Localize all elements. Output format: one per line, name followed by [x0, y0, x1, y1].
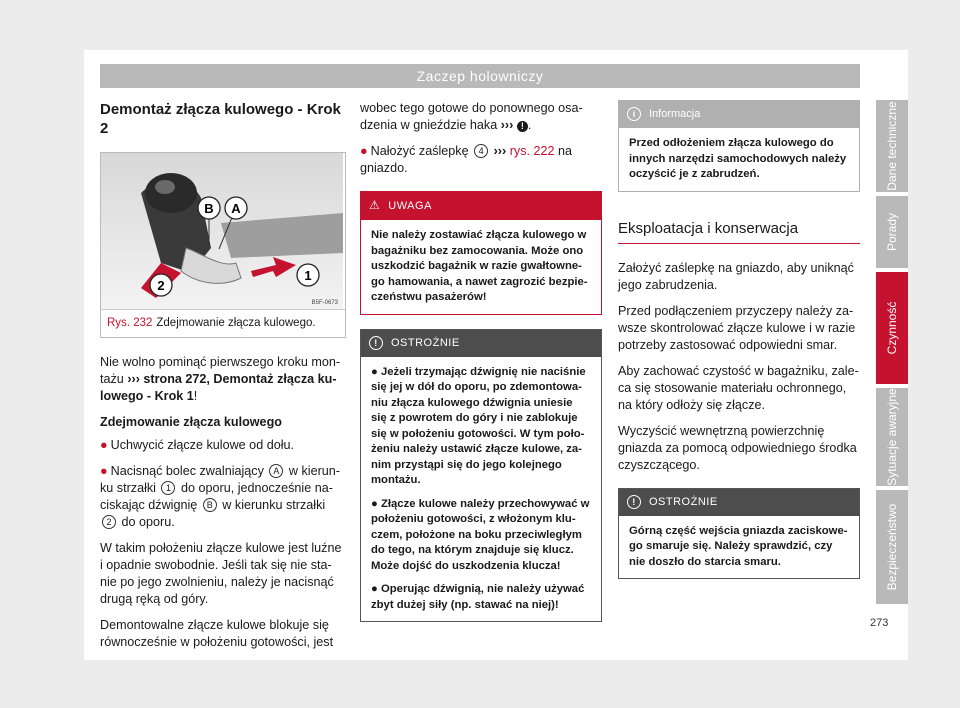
paragraph: Założyć zaślepkę na gniazdo, aby uniknąć jego zabrudzenia. — [618, 260, 854, 292]
tab-label: Dane techniczne — [885, 101, 899, 191]
text: Nie wolno pominąć pierwszego kroku mon-tażu — [100, 355, 341, 386]
warning-triangle-icon: ⚠ — [369, 198, 381, 212]
text: Jeżeli trzymając dźwignię nie naciśnie się jej w dół do oporu, po zdemontowa-niu złącza kulowego dźwignia uniesie się z powrotem do góry i nie zablokuje się w położeniu gotowości. W tym poło-żeniu należy ustawić złącze kulowe, za-nim przystąpi się do jego kolejnego montażu. — [371, 365, 586, 486]
column-left — [100, 100, 344, 660]
list-item — [371, 582, 591, 613]
callout-b-icon: B — [203, 498, 217, 512]
callout-2-icon: 2 — [102, 515, 116, 529]
tab-label: Sytuacje awaryjne — [885, 388, 899, 486]
tab-dane-techniczne[interactable] — [876, 100, 908, 192]
paragraph: Aby zachować czystość w bagażniku, zale-ca się stosowanie materiału ochronnego, na który odłoży się złącze. — [618, 363, 859, 412]
info-title: Informacja — [649, 108, 701, 120]
text: Złącze kulowe należy przechowywać w położeniu gotowości, z włożonym klu-czem, położone na boku przeciwległym do tego, na którym znajduje się klucz. Może dojść do uszkodzenia klucza! — [371, 497, 590, 572]
tab-bezpieczenstwo[interactable] — [876, 490, 908, 604]
towbar-illustration — [101, 153, 343, 309]
column-right — [618, 100, 860, 579]
callout-a-icon: A — [269, 464, 283, 478]
text: do oporu, jednocześnie na-ciskając dźwignię — [100, 481, 333, 512]
info-box — [618, 100, 860, 192]
tab-czynnosc[interactable] — [876, 272, 908, 384]
tab-label: Bezpieczeństwo — [885, 503, 899, 591]
warning-text: Nie należy zostawiać złącza kulowego w bagażniku bez zamocowania. Może ono uszkodzić bagażnik w razie gwałtowne-go hamowania, a nawet zagrozić bezpie-czeństwu pasażerów! — [371, 229, 588, 303]
link-arrow: ››› — [493, 144, 507, 158]
tab-porady[interactable] — [876, 196, 908, 268]
subtitle: Zdejmowanie złącza kulowego — [100, 415, 282, 429]
text: w kierunku strzałki — [222, 498, 326, 512]
section-title: Demontaż złącza kulowego - Krok 2 — [100, 101, 341, 137]
figure-code: B5F-0673 — [311, 300, 338, 306]
caution-body — [361, 357, 601, 622]
link-arrow: ››› — [500, 118, 514, 132]
figure-232 — [100, 152, 346, 338]
text: Nałożyć zaślepkę — [370, 144, 469, 158]
caution-title: OSTROŻNIE — [391, 336, 460, 349]
figure-label-1: 1 — [304, 268, 312, 283]
paragraph — [100, 354, 344, 405]
paragraph: Przed podłączeniem przyczepy należy za-wsze skontrolować złącze kulowe i w razie potrzeby zastosować odpowiedni smar. — [618, 303, 856, 352]
text: wobec tego gotowe do ponownego osa-dzenia w gnieździe haka — [360, 101, 583, 132]
paragraph: Demontowalne złącze kulowe blokuje się równocześnie w położeniu gotowości, jest — [100, 618, 334, 649]
list-item — [100, 437, 344, 454]
caution-header — [361, 330, 601, 357]
callout-1-icon: 1 — [161, 481, 175, 495]
text: Operując dźwignią, nie należy używać zbyt dużej siły (np. stawać na niej)! — [371, 583, 585, 611]
caution-header — [619, 489, 859, 516]
column-middle — [360, 100, 602, 622]
warning-header — [361, 192, 601, 220]
info-header — [619, 101, 859, 128]
caution-box — [360, 329, 602, 623]
bullet-icon: ● — [100, 464, 108, 478]
figure-caption-text: Zdejmowanie złącza kulowego. — [156, 317, 316, 329]
text: w kierun-ku strzałki — [100, 464, 340, 495]
warning-title: UWAGA — [388, 200, 432, 212]
page-number: 273 — [870, 617, 889, 629]
list-item — [100, 463, 344, 531]
text: Uchwycić złącze kulowe od dołu. — [110, 438, 294, 452]
bullet-icon: ● — [371, 583, 381, 595]
caution-box — [618, 488, 860, 580]
figure-reference-link[interactable]: rys. 222 — [509, 144, 555, 158]
caution-reference-icon[interactable]: ! — [517, 121, 528, 132]
paragraph: W takim położeniu złącze kulowe jest luźne i opadnie swobodnie. Jeśli tak się nie sta-nie po jego zwolnieniu, należy je nacisnąć drugą ręką od góry. — [100, 541, 342, 606]
exclamation-icon: ! — [369, 336, 383, 350]
tab-label: Porady — [885, 212, 899, 252]
tab-sytuacje-awaryjne[interactable] — [876, 388, 908, 486]
paragraph: Wyczyścić wewnętrzną powierzchnię gniazda za pomocą odpowiedniego środka czyszczącego. — [618, 423, 857, 472]
bullet-icon: ● — [371, 365, 381, 378]
info-icon: i — [627, 107, 641, 121]
bullet-icon: ● — [360, 144, 368, 158]
figure-label-b: B — [204, 201, 214, 216]
figure-caption — [101, 309, 345, 337]
list-item — [371, 365, 591, 489]
figure-label-2: 2 — [157, 278, 165, 293]
figure-label-a: A — [231, 201, 241, 216]
text: na gniazdo. — [360, 144, 573, 175]
section-heading: Eksploatacja i konserwacja — [618, 220, 860, 244]
text: ! — [193, 389, 198, 403]
bullet-icon: ● — [100, 438, 108, 452]
text: Nacisnąć bolec zwalniający — [110, 464, 264, 478]
bullet-icon: ● — [371, 497, 381, 510]
caution-text: Górną część wejścia gniazda zaciskowe-go smaruje się. Należy sprawdzić, czy nie doszło do starcia smaru. — [629, 524, 848, 568]
figure-number: Rys. 232 — [107, 317, 153, 329]
info-text: Przed odłożeniem złącza kulowego do innych narzędzi samochodowych należy oczyścić je z zabrudzeń. — [629, 137, 847, 180]
list-item — [360, 143, 602, 177]
list-item — [371, 497, 591, 575]
callout-4-icon: 4 — [474, 144, 488, 158]
link-arrow: ››› — [127, 372, 140, 386]
tab-label: Czynność — [885, 301, 899, 355]
warning-box — [360, 191, 602, 315]
cross-reference-link[interactable]: strona 272, Demontaż złącza ku-lowego - Krok 1 — [100, 372, 337, 403]
chapter-header: Zaczep holowniczy — [100, 64, 860, 88]
caution-title: OSTROŻNIE — [649, 495, 718, 508]
exclamation-icon: ! — [627, 495, 641, 509]
paragraph: wobec tego gotowe do ponownego osa-dzenia w gnieździe haka ››› ! . — [360, 101, 583, 132]
text: do oporu. — [121, 515, 175, 529]
